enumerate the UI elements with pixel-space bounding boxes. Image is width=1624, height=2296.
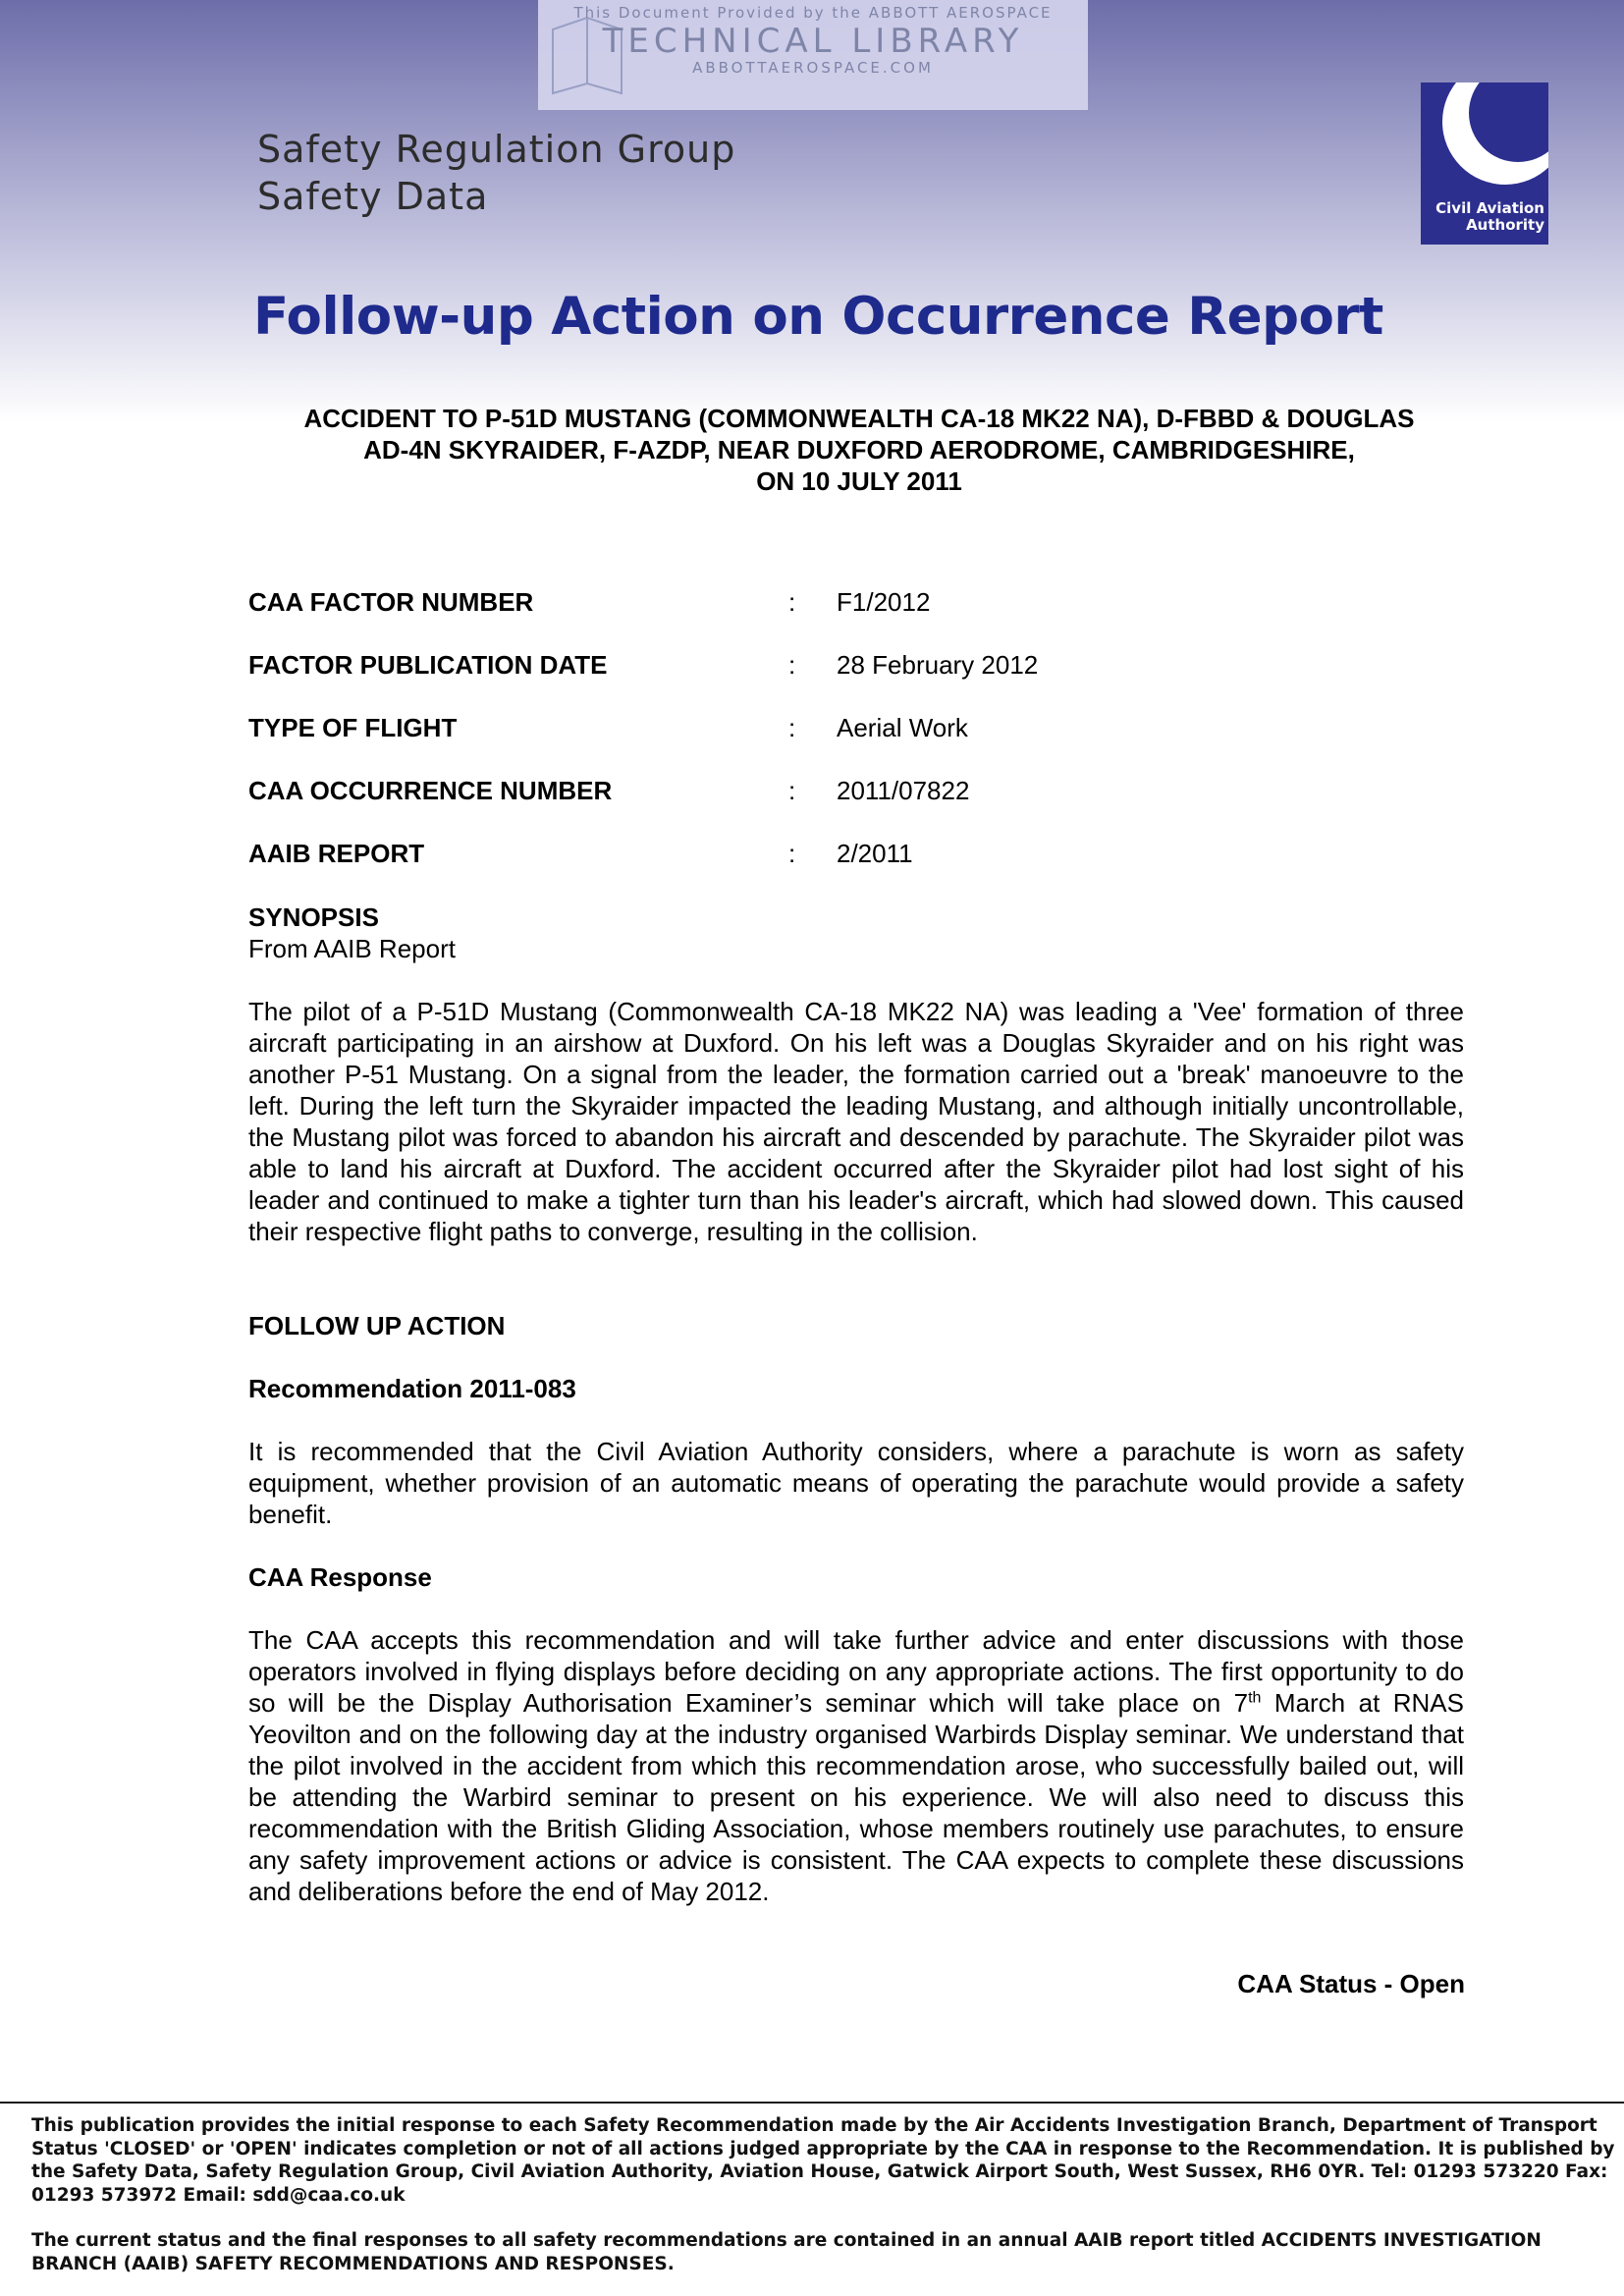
field-value: Aerial Work xyxy=(837,713,968,742)
field-separator: : xyxy=(788,776,796,805)
field-label: FACTOR PUBLICATION DATE xyxy=(248,650,608,680)
safety-regulation-group: Safety Regulation Group xyxy=(257,128,736,171)
footer-status-note: The current status and the final responses to all safety recommendations are contained in an annual AAIB report titled ACCIDENTS INVESTIGATION BRANCH (AAIB) SAFETY RECOMMENDATIONS AND RESPONSES. xyxy=(31,2230,1542,2274)
caa-status: CAA Status - Open xyxy=(1237,1969,1465,1998)
caa-logo-line1: Civil Aviation xyxy=(1435,199,1544,217)
library-provided-by: This Document Provided by the ABBOTT AEROSPACE xyxy=(573,4,1053,22)
field-separator: : xyxy=(788,839,796,868)
caa-logo xyxy=(1421,82,1548,245)
field-separator: : xyxy=(788,587,796,617)
caa-response-text xyxy=(248,1624,1464,1907)
synopsis-body: The pilot of a P-51D Mustang (Commonwealth CA-18 MK22 NA) was leading a 'Vee' formation of three aircraft participating in an airshow at Duxford. On his left was a Douglas Skyraider and on his right was another P-51 Mustang. On a signal from the leader, the formation carried out a 'break' manoeuvre to the left. During the left turn the Skyraider impacted the leading Mustang, and although initially uncontrollable, the Mustang pilot was forced to abandon his aircraft and descended by parachute. The Skyraider pilot was able to land his aircraft at Duxford. The accident occurred after the Skyraider pilot had lost sight of his leader and continued to make a tighter turn than his leader's aircraft, which had slowed down. This caused their respective flight paths to converge, resulting in the collision. xyxy=(248,997,1464,1246)
field-value: 28 February 2012 xyxy=(837,650,1039,680)
field-label: AAIB REPORT xyxy=(248,839,425,868)
field-label: CAA OCCURRENCE NUMBER xyxy=(248,776,613,805)
field-label: TYPE OF FLIGHT xyxy=(248,713,458,742)
caa-logo-text xyxy=(1425,200,1544,234)
footer-divider xyxy=(0,2102,1624,2104)
recommendation-heading: Recommendation 2011-083 xyxy=(248,1374,576,1403)
library-website: ABBOTTAEROSPACE.COM xyxy=(692,59,934,77)
response-part1: The CAA accepts this recommendation and will take further advice and enter discussions with those operators involved in flying displays before deciding on any appropriate actions. The first opportunity to do so will be the Display Authorisation Examiner’s seminar which will take place on 7 xyxy=(248,1625,1464,1718)
caa-response-heading: CAA Response xyxy=(248,1562,432,1592)
footer-publication-note: This publication provides the initial response to each Safety Recommendation made by the Air Accidents Investigation Branch, Department of Transport Status 'CLOSED' or 'OPEN' indicates completion or not of all actions judged appropriate by the CAA in response to the Recommendation. It is published by the Safety Data, Safety Regulation Group, Civil Aviation Authority, Aviation House, Gatwick Airport South, West Sussex, RH6 0YR. Tel: 01293 573220 Fax: 01293 573972 Email: sdd@caa.co.uk xyxy=(31,2115,1615,2206)
library-name: TECHNICAL LIBRARY xyxy=(602,22,1024,61)
response-superscript: th xyxy=(1248,1689,1262,1707)
synopsis-heading: SYNOPSIS xyxy=(248,902,379,932)
field-separator: : xyxy=(788,713,796,742)
field-caa-factor-number xyxy=(248,587,1466,619)
field-caa-occurrence-number xyxy=(248,776,1466,807)
caa-logo-line2: Authority xyxy=(1466,216,1544,234)
accident-title-line1: ACCIDENT TO P-51D MUSTANG (COMMONWEALTH CA-18 MK22 NA), D-FBBD & DOUGLAS xyxy=(303,404,1415,433)
technical-library-stamp xyxy=(538,0,1088,110)
response-part2: March at RNAS Yeovilton and on the following day at the industry organised Warbirds Display seminar. We understand that the pilot involved in the accident from which this recommendation arose, who successfully bailed out, will be attending the Warbird seminar to present on his experience. We will also need to discuss this recommendation with the British Gliding Association, whose members routinely use parachutes, to ensure any safety improvement actions or advice is consistent. The CAA expects to complete these discussions and deliberations before the end of May 2012. xyxy=(248,1688,1464,1906)
synopsis-source: From AAIB Report xyxy=(248,934,456,963)
safety-data-label: Safety Data xyxy=(257,175,489,218)
field-separator: : xyxy=(788,650,796,680)
accident-title-line2: AD-4N SKYRAIDER, F-AZDP, NEAR DUXFORD AERODROME, CAMBRIDGESHIRE, xyxy=(363,435,1355,465)
field-value: 2/2011 xyxy=(837,839,913,868)
field-factor-publication-date xyxy=(248,650,1466,682)
recommendation-text: It is recommended that the Civil Aviation Authority considers, where a parachute is worn as safety equipment, whether provision of an automatic means of operating the parachute would provide a safety benefit. xyxy=(248,1437,1464,1529)
follow-up-heading: FOLLOW UP ACTION xyxy=(248,1311,506,1340)
accident-title-line3: ON 10 JULY 2011 xyxy=(756,466,962,496)
field-label: CAA FACTOR NUMBER xyxy=(248,587,534,617)
field-aaib-report xyxy=(248,839,1466,870)
field-type-of-flight xyxy=(248,713,1466,744)
field-value: 2011/07822 xyxy=(837,776,970,805)
document-title: Follow-up Action on Occurrence Report xyxy=(253,287,1383,347)
field-value: F1/2012 xyxy=(837,587,931,617)
